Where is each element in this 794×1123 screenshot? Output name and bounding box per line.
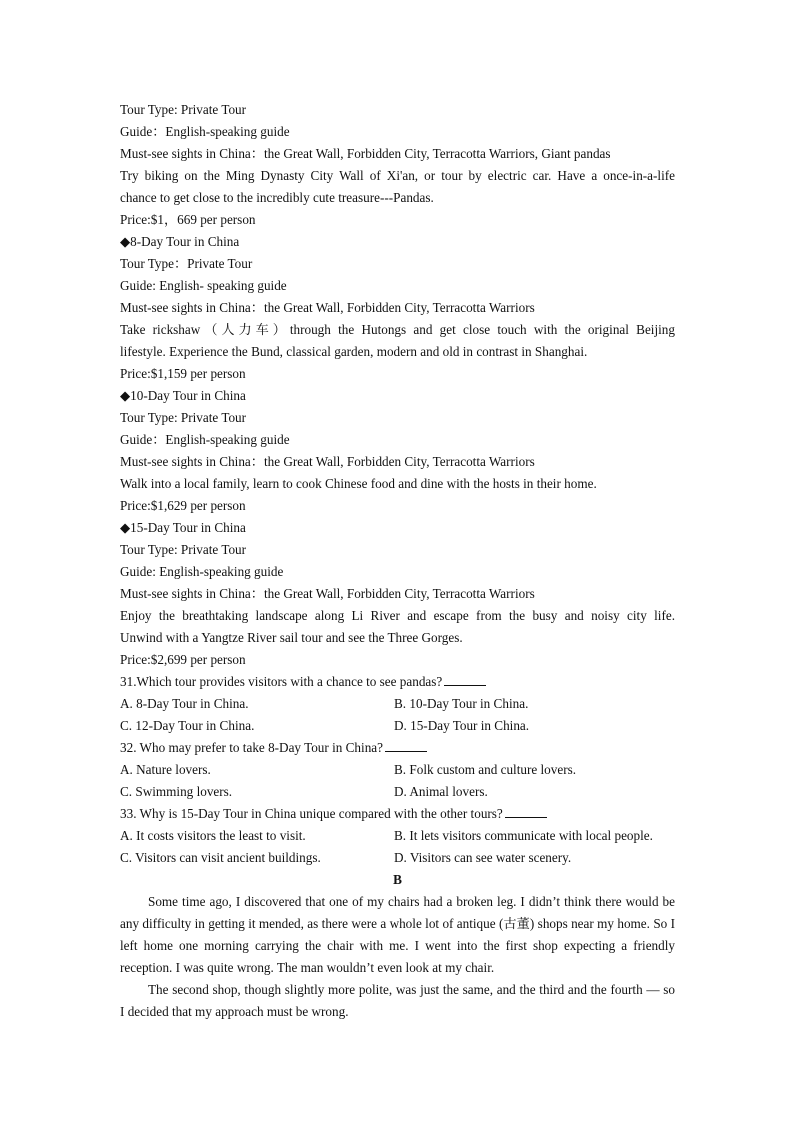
question-32-stem: 32. Who may prefer to take 8-Day Tour in China? xyxy=(120,740,383,755)
question-31 xyxy=(120,671,675,693)
question-32-options-row1 xyxy=(120,759,675,781)
tour2-price: Price:$1,159 per person xyxy=(120,366,246,381)
tour1-price: Price:$1，669 per person xyxy=(120,212,256,227)
tour3-desc-line1: Walk into a local family, learn to cook Chinese food and dine with the hosts in their home. xyxy=(120,476,597,491)
document-page xyxy=(120,99,675,1023)
answer-blank xyxy=(385,739,427,752)
option-d: D. Animal lovers. xyxy=(394,784,488,799)
question-32-options-row2 xyxy=(120,781,675,803)
tour2-sights: Must-see sights in China：the Great Wall, Forbidden City, Terracotta Warriors xyxy=(120,300,535,315)
option-a: A. Nature lovers. xyxy=(120,762,211,777)
option-b: B. 10-Day Tour in China. xyxy=(394,696,529,711)
tour4-title: ◆15-Day Tour in China xyxy=(120,520,246,535)
tour1-type: Tour Type: Private Tour xyxy=(120,102,247,117)
tour3-type: Tour Type: Private Tour xyxy=(120,410,247,425)
passage-paragraph-1: Some time ago, I discovered that one of my chairs had a broken leg. I didn’t think there would be any difficulty in getting it mended, as there were a whole lot of antique (古董) shops near my home. So I left home one morning carrying the chair with me. I went into the first shop expecting a friendly reception. I was quite wrong. The man wouldn’t even look at my chair. xyxy=(120,894,675,975)
answer-blank xyxy=(505,805,547,818)
tour4-sights: Must-see sights in China：the Great Wall, Forbidden City, Terracotta Warriors xyxy=(120,586,535,601)
passage-paragraph-2: The second shop, though slightly more polite, was just the same, and the third and the fourth — so I decided that my approach must be wrong. xyxy=(120,982,675,1019)
question-33-options-row1 xyxy=(120,825,675,847)
option-c: C. Swimming lovers. xyxy=(120,784,233,799)
section-heading-b: B xyxy=(393,872,402,887)
tour1-sights: Must-see sights in China：the Great Wall, Forbidden City, Terracotta Warriors, Giant pandas xyxy=(120,146,611,161)
option-a: A. It costs visitors the least to visit. xyxy=(120,828,306,843)
tour2-guide: Guide: English- speaking guide xyxy=(120,278,287,293)
tour4-desc-line1: Enjoy the breathtaking landscape along Li River and escape from the busy and noisy city life. xyxy=(120,608,675,623)
question-33-stem: 33. Why is 15-Day Tour in China unique compared with the other tours? xyxy=(120,806,503,821)
tour3-price: Price:$1,629 per person xyxy=(120,498,246,513)
question-31-options-row2 xyxy=(120,715,675,737)
option-a: A. 8-Day Tour in China. xyxy=(120,696,249,711)
tour1-desc-line2: chance to get close to the incredibly cute treasure---Pandas. xyxy=(120,190,434,205)
option-c: C. Visitors can visit ancient buildings. xyxy=(120,850,321,865)
tour4-guide: Guide: English-speaking guide xyxy=(120,564,284,579)
tour4-type: Tour Type: Private Tour xyxy=(120,542,247,557)
tour2-desc-line2: lifestyle. Experience the Bund, classical garden, modern and old in contrast in Shanghai. xyxy=(120,344,588,359)
tour1-desc-line1: Try biking on the Ming Dynasty City Wall of Xi'an, or tour by electric car. Have a once-in-a-life xyxy=(120,168,675,183)
question-33 xyxy=(120,803,675,825)
tour4-price: Price:$2,699 per person xyxy=(120,652,246,667)
question-31-options-row1 xyxy=(120,693,675,715)
tour2-desc-line1: Take rickshaw（人力车）through the Hutongs and get close touch with the original Beijing xyxy=(120,322,675,337)
option-d: D. Visitors can see water scenery. xyxy=(394,850,572,865)
option-b: B. Folk custom and culture lovers. xyxy=(394,762,577,777)
option-d: D. 15-Day Tour in China. xyxy=(394,718,530,733)
tour2-type: Tour Type：Private Tour xyxy=(120,256,253,271)
tour3-sights: Must-see sights in China：the Great Wall, Forbidden City, Terracotta Warriors xyxy=(120,454,535,469)
tour3-title: ◆10-Day Tour in China xyxy=(120,388,246,403)
answer-blank xyxy=(444,673,486,686)
question-33-options-row2 xyxy=(120,847,675,869)
question-32 xyxy=(120,737,675,759)
tour4-desc-line2: Unwind with a Yangtze River sail tour and see the Three Gorges. xyxy=(120,630,463,645)
question-31-stem: 31.Which tour provides visitors with a chance to see pandas? xyxy=(120,674,443,689)
tour2-title: ◆8-Day Tour in China xyxy=(120,234,240,249)
tour3-guide: Guide：English-speaking guide xyxy=(120,432,290,447)
tour1-guide: Guide：English-speaking guide xyxy=(120,124,290,139)
option-c: C. 12-Day Tour in China. xyxy=(120,718,255,733)
option-b: B. It lets visitors communicate with local people. xyxy=(394,828,653,843)
